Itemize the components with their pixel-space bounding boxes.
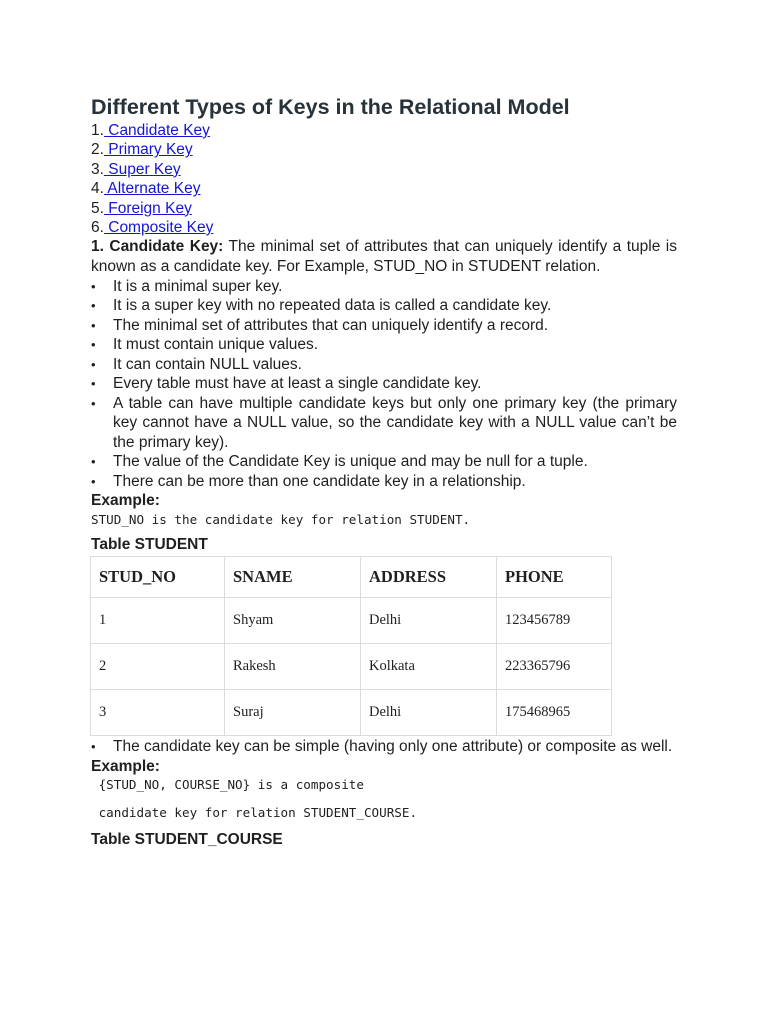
table-row bbox=[91, 598, 612, 644]
toc-link-foreign-key[interactable]: Foreign Key bbox=[103, 199, 192, 217]
example-label: Example: bbox=[91, 492, 160, 510]
candidate-key-definition: The minimal set of attributes that can uniquely identify a tuple is known as a candidate key. For Example, STUD_NO in STUDENT relation. bbox=[91, 238, 677, 276]
page-title: Different Types of Keys in the Relational Model bbox=[91, 95, 570, 119]
candidate-key-intro bbox=[91, 237, 677, 276]
table-of-contents bbox=[91, 121, 677, 237]
table-row bbox=[91, 644, 612, 690]
table-cell: 175468965 bbox=[497, 690, 612, 736]
student-table bbox=[90, 556, 612, 736]
column-header-phone: PHONE bbox=[497, 557, 612, 598]
table-cell: 3 bbox=[91, 690, 225, 736]
toc-link-alternate-key[interactable]: Alternate Key bbox=[103, 180, 201, 198]
list-item: • It is a super key with no repeated data is called a candidate key. bbox=[91, 296, 677, 316]
table-cell: Delhi bbox=[361, 690, 497, 736]
list-item: • It is a minimal super key. bbox=[91, 277, 677, 297]
table-cell: Delhi bbox=[361, 598, 497, 644]
toc-item-alternate-key: 4. Alternate Key bbox=[91, 180, 201, 198]
toc-item-foreign-key: 5. Foreign Key bbox=[91, 199, 192, 217]
candidate-key-properties bbox=[91, 277, 677, 492]
list-item: • Every table must have at least a single candidate key. bbox=[91, 374, 677, 394]
table-cell: Suraj bbox=[225, 690, 361, 736]
list-item: • The candidate key can be simple (having only one attribute) or composite as well. bbox=[91, 737, 677, 757]
toc-link-primary-key[interactable]: Primary Key bbox=[103, 141, 193, 159]
example-code-line-2: candidate key for relation STUDENT_COURSE. bbox=[91, 804, 418, 820]
table-cell: 123456789 bbox=[497, 598, 612, 644]
column-header-sname: SNAME bbox=[225, 557, 361, 598]
list-item: • The value of the Candidate Key is unique and may be null for a tuple. bbox=[91, 452, 677, 472]
toc-item-super-key: 3. Super Key bbox=[91, 160, 181, 178]
table-cell: Shyam bbox=[225, 598, 361, 644]
table-header-row bbox=[91, 557, 612, 598]
toc-link-composite-key[interactable]: Composite Key bbox=[103, 219, 214, 237]
list-item: • It can contain NULL values. bbox=[91, 355, 677, 375]
table-cell: Kolkata bbox=[361, 644, 497, 690]
column-header-address: ADDRESS bbox=[361, 557, 497, 598]
example-label-2: Example: bbox=[91, 757, 160, 775]
student-course-table-title: Table STUDENT_COURSE bbox=[91, 830, 283, 848]
list-item: • There can be more than one candidate key in a relationship. bbox=[91, 472, 677, 492]
composite-key-note bbox=[91, 737, 677, 757]
list-item: • The minimal set of attributes that can uniquely identify a record. bbox=[91, 316, 677, 336]
toc-link-super-key[interactable]: Super Key bbox=[103, 160, 181, 178]
example-code-line-1: {STUD_NO, COURSE_NO} is a composite bbox=[91, 776, 364, 792]
toc-link-candidate-key[interactable]: Candidate Key bbox=[103, 122, 210, 139]
document-page bbox=[91, 93, 677, 851]
toc-item-candidate-key: 1. Candidate Key bbox=[91, 122, 210, 139]
toc-item-primary-key: 2. Primary Key bbox=[91, 141, 193, 159]
table-cell: 2 bbox=[91, 644, 225, 690]
toc-item-composite-key: 6. Composite Key bbox=[91, 219, 214, 237]
candidate-key-heading: 1. Candidate Key: bbox=[91, 238, 224, 256]
column-header-stud-no: STUD_NO bbox=[91, 557, 225, 598]
list-item: • It must contain unique values. bbox=[91, 335, 677, 355]
example-code: STUD_NO is the candidate key for relation STUDENT. bbox=[91, 512, 471, 528]
table-cell: Rakesh bbox=[225, 644, 361, 690]
table-cell: 223365796 bbox=[497, 644, 612, 690]
table-row bbox=[91, 690, 612, 736]
list-item: • A table can have multiple candidate keys but only one primary key (the primary key cannot have a NULL value, so the candidate key with a NULL value can’t be the primary key). bbox=[91, 394, 677, 453]
table-cell: 1 bbox=[91, 598, 225, 644]
student-table-title: Table STUDENT bbox=[91, 536, 208, 554]
